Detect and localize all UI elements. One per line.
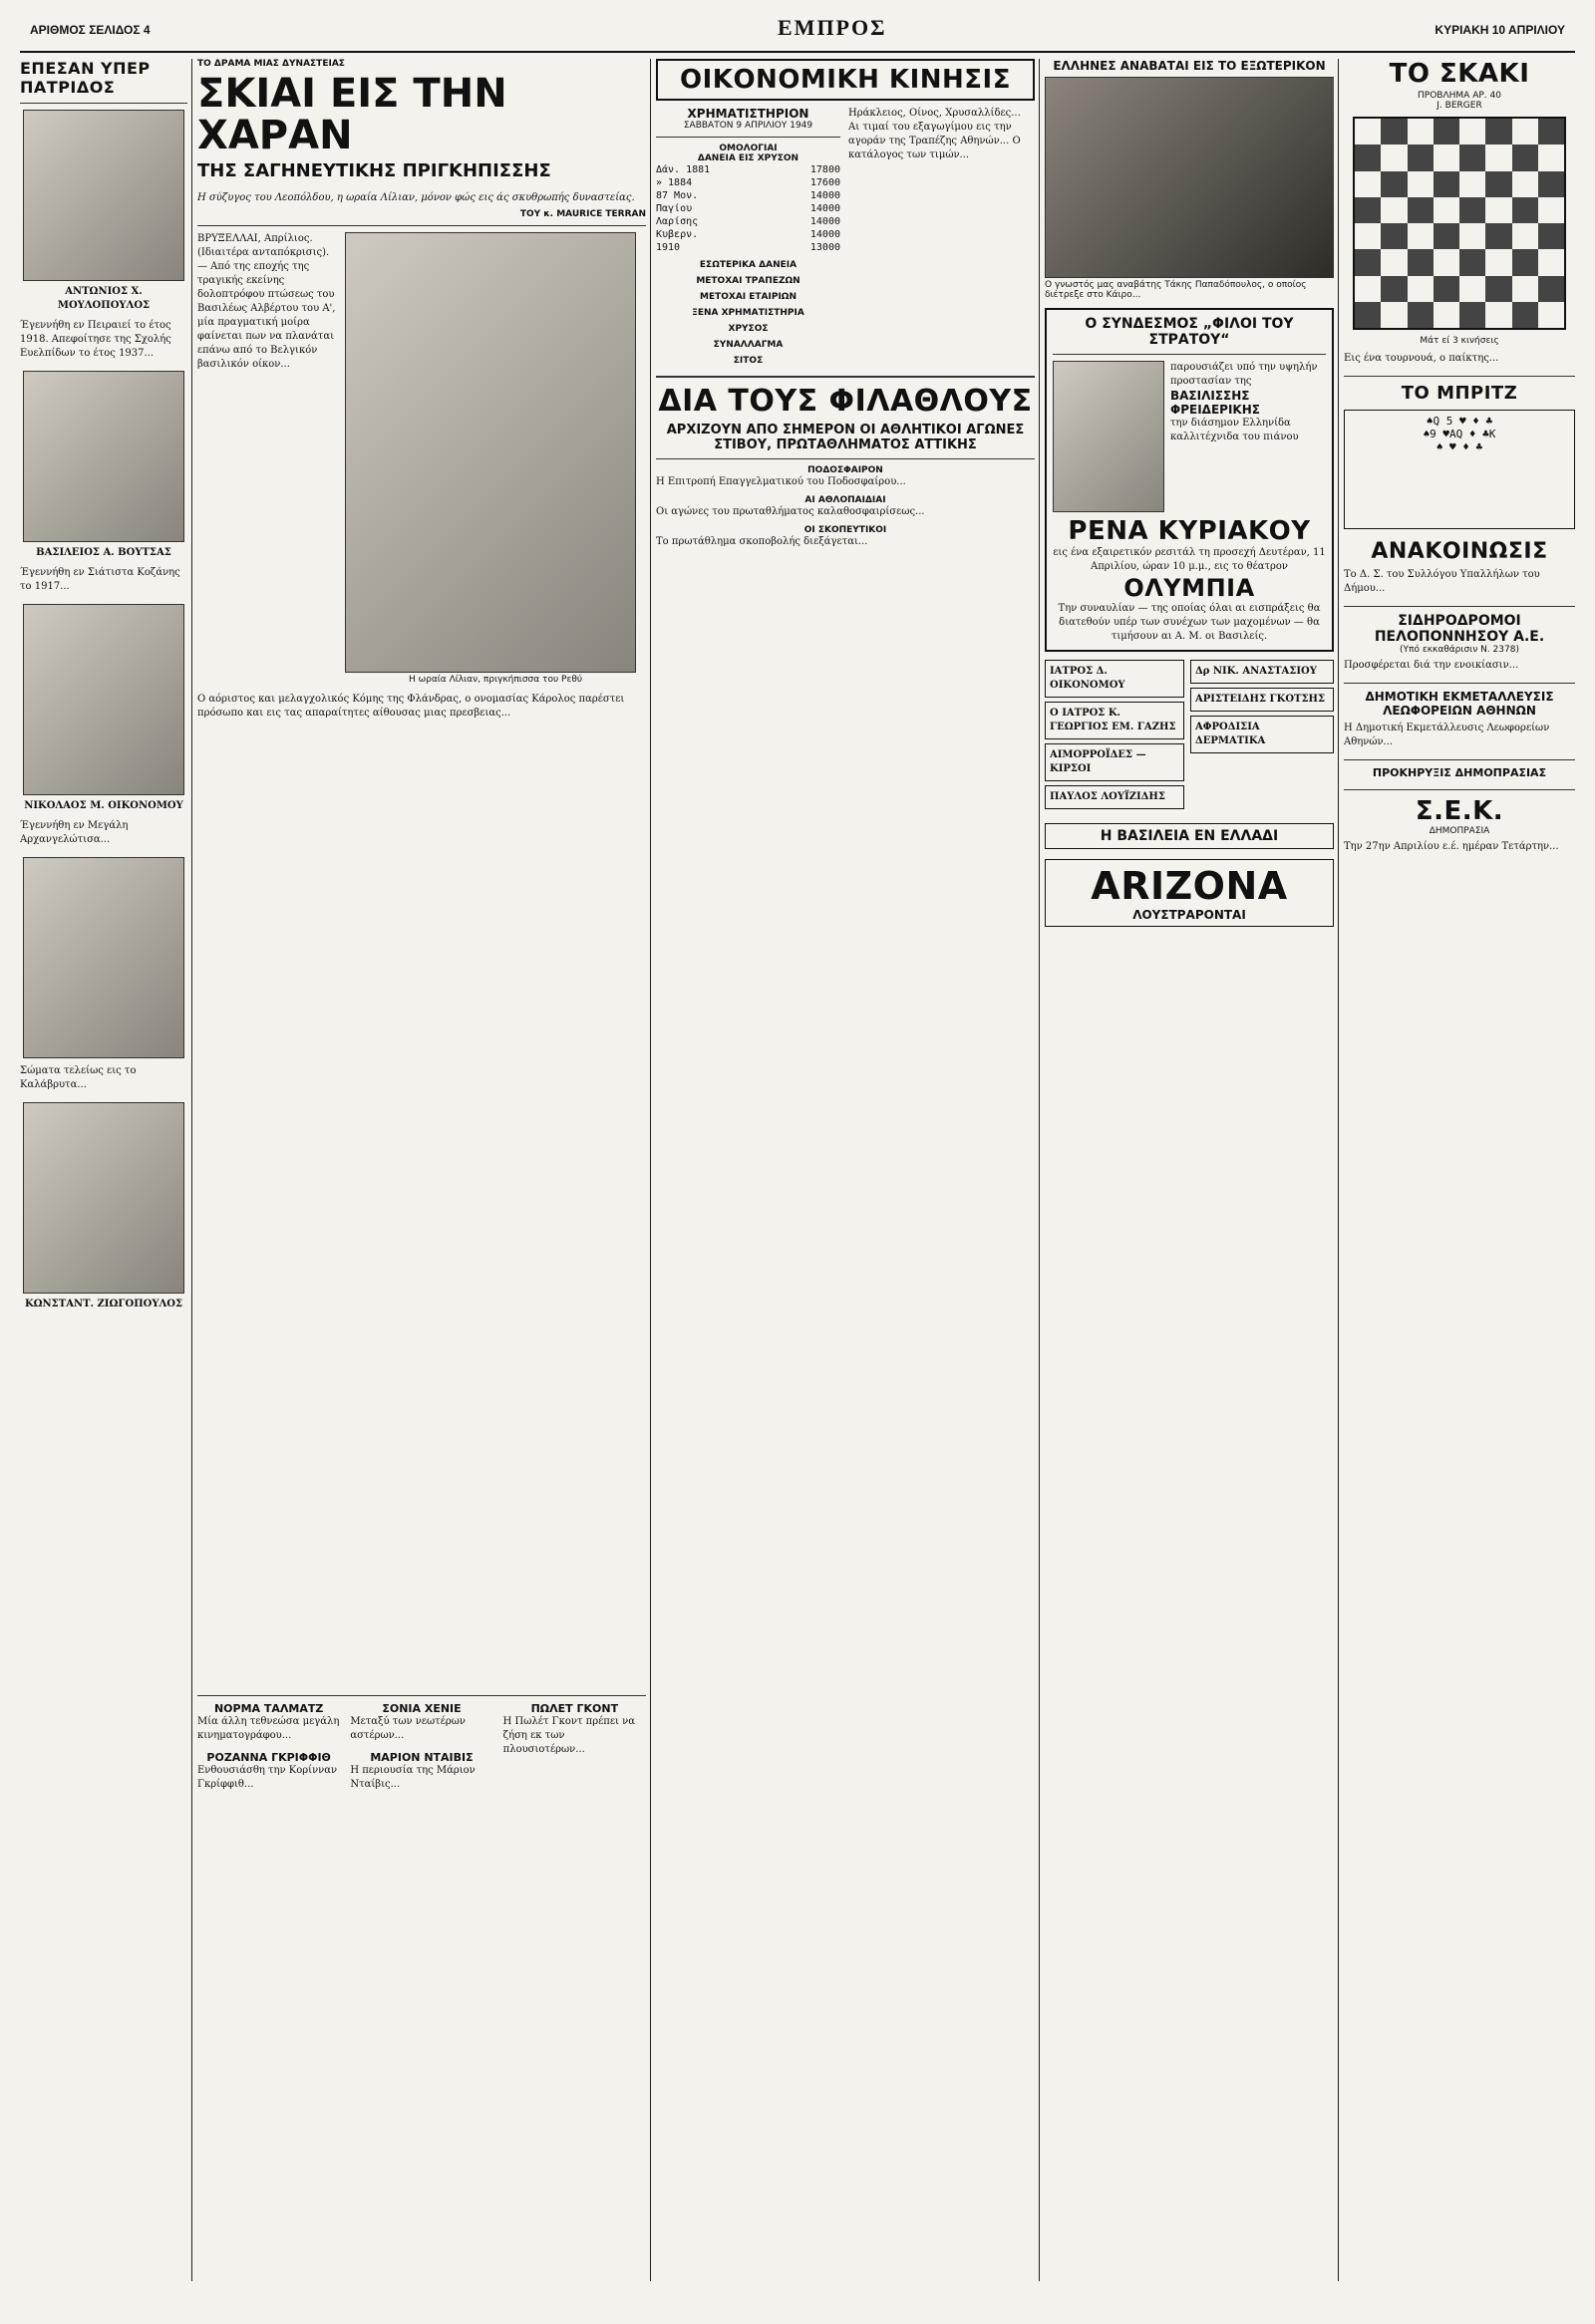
horse-photo [1045, 77, 1334, 278]
doctor-ad: ΙΑΤΡΟΣ Δ. ΟΙΚΟΝΟΜΟΥ [1045, 660, 1184, 698]
text-block: Προσφέρεται διά την ενοικίασιν... [1344, 660, 1519, 671]
column-news-ads [1045, 59, 1334, 2281]
chess-square [1538, 197, 1564, 223]
newspaper-page [20, 15, 1575, 2294]
kicker: ΤΟ ΔΡΑΜΑ ΜΙΑΣ ΔΥΝΑΣΤΕΙΑΣ [197, 59, 345, 69]
chess-square [1355, 249, 1381, 275]
text-block: Μία άλλη τεθνεώσα μεγάλη κινηματογράφου... [197, 1716, 340, 1741]
subsection-title: ΔΑΝΕΙΑ ΕΙΣ ΧΡΥΣΟΝ [697, 153, 799, 163]
text-block: Το Δ. Σ. του Συλλόγου Υπαλλήλων του Δήμου... [1344, 569, 1540, 594]
sek-header: Σ.Ε.Κ. [1415, 796, 1504, 826]
market-commentary: Ηράκλειος, Οίνος, Χρυσαλλίδες... Αι τιμαί του εξαγωγίμου εις την αγοράν της Τραπέζης Αθηνών... Ο κατάλογος των τιμών... [848, 108, 1021, 160]
page-number: ΑΡΙΘΜΟΣ ΣΕΛΙΔΟΣ 4 [30, 23, 151, 37]
chess-header: ΤΟ ΣΚΑΚΙ [1389, 59, 1530, 89]
photo-caption: Ο γνωστός μας αναβάτης Τάκης Παπαδόπουλος, ο οποίος διέτρεξε στο Κάιρο... [1045, 280, 1307, 300]
section-title: ΠΩΛΕΤ ΓΚΟΝΤ [530, 1702, 619, 1715]
chess-square [1381, 145, 1407, 170]
column-economy: ΟΙΚΟΝΟΜΙΚΗ ΚΙΝΗΣΙΣ ΧΡΗΜΑΤΙΣΤΗΡΙΟΝ ΣΑΒΒΑΤΟΝ 9 ΑΠΡΙΛΙΟΥ 1949 ΟΜΟΛΟΓΙΑΙ ΔΑΝΕΙΑ ΕΙΣ ΧΡΥΣΟΝ Δάν. 1881 17800 » 1884 17600 87 Μον. 14000 Παγίου 14000 Λαρίσης 14000 Κυβερν. 14000 1910 13000 ΕΣΩΤΕΡΙΚΑ ΔΑΝΕΙΑ ΜΕΤΟΧΑΙ ΤΡΑΠΕΖΩΝ ΜΕΤΟΧΑΙ ΕΤΑΙΡΙΩΝ ΞΕΝΑ ΧΡΗΜΑΤΙΣΤΗΡΙΑ ΧΡΥΣΟΣ ΣΥΝΑΛΛΑΓΜΑ ΣΙΤΟΣ Ηράκλειος, Οίνος, Χρυσαλλίδες... Αι τιμαί του εξαγωγίμου εις την αγοράν της Τραπέζης Αθηνών... Ο κατάλογος των τιμών... ΔΙΑ ΤΟΥΣ ΦΙΛΑΘΛΟΥΣ ΑΡΧΙΖΟΥΝ ΑΠΟ ΣΗΜΕΡΟΝ ΟΙ ΑΘΛΗΤΙΚΟΙ ΑΓΩΝΕΣ ΣΤΙΒΟΥ, ΠΡΩΤΑΘΛΗΜΑΤΟΣ ΑΤΤΙΚΗΣ ΠΟΔΟΣΦΑΙΡΟΝ Η Επιτροπή Επαγγελματικού του Ποδοσφαίρου... ΑΙ ΑΘΛΟΠΑΙΔΙΑΙ Οι αγώνες του πρωταθλήματος καλαθοσφαιρίσεως... ΟΙ ΣΚΟΠΕΥΤΙΚΟΙ Το πρωτάθλημα σκοποβολής διεξάγεται... [656, 59, 1035, 2281]
chess-square [1381, 302, 1407, 328]
photo-caption: Η ωραία Λίλιαν, πριγκήπισσα του Ρεθύ [408, 675, 583, 685]
text-block: Η Επιτροπή Επαγγελματικού του Ποδοσφαίρου... [656, 476, 906, 487]
chess-square [1381, 197, 1407, 223]
ad-title: Ο ΣΥΝΔΕΣΜΟΣ „ΦΙΛΟΙ ΤΟΥ ΣΤΡΑΤΟΥ“ [1085, 316, 1294, 348]
chess-square [1485, 302, 1511, 328]
chess-square [1538, 223, 1564, 249]
pianist-photo [1053, 361, 1164, 512]
column-princess-story [197, 59, 646, 2281]
doctor-ad: Δρ ΝΙΚ. ΑΝΑΣΤΑΣΙΟΥ [1190, 660, 1334, 684]
chess-square [1485, 276, 1511, 302]
notice-title: ΠΡΟΚΗΡΥΞΙΣ ΔΗΜΟΠΡΑΣΙΑΣ [1372, 766, 1547, 779]
section-title: ΕΛΛΗΝΕΣ ΑΝΑΒΑΤΑΙ ΕΙΣ ΤΟ ΕΞΩΤΕΡΙΚΟΝ [1053, 59, 1326, 73]
chess-square [1459, 119, 1485, 145]
chess-square [1434, 119, 1459, 145]
book-title: Η ΒΑΣΙΛΕΙΑ ΕΝ ΕΛΛΑΔΙ [1100, 828, 1279, 844]
chess-square [1485, 119, 1511, 145]
text-block: Μεταξύ των νεωτέρων αστέρων... [350, 1716, 466, 1741]
chess-square [1355, 145, 1381, 170]
chess-square [1512, 302, 1538, 328]
text-block: Έγεννήθη εν Μεγάλη Αρχανγελώτισα... [20, 820, 129, 845]
chess-square [1434, 249, 1459, 275]
book-ad [1045, 823, 1334, 849]
portrait-caption-1: ΑΝΤΩΝΙΟΣ Χ. ΜΟΥΛΟΠΟΥΛΟΣ [57, 286, 151, 311]
chess-square [1459, 197, 1485, 223]
newspaper-title: ΕΜΠΡΟΣ [778, 15, 887, 40]
sek-sub: ΔΗΜΟΠΡΑΣΙΑ [1429, 826, 1490, 836]
exchange-title: ΧΡΗΜΑΤΙΣΤΗΡΙΟΝ [687, 107, 809, 121]
subsection-title: ΣΙΤΟΣ [733, 356, 764, 366]
text-block: Σώματα τελείως εις το Καλάβρυτα... [20, 1065, 137, 1090]
story-text: ΒΡΥΞΕΛΛΑΙ, Απρίλιος. (Ιδιαιτέρα ανταπόκρισις). — Από της εποχής της τραγικής εκείνης δολοπτρόφου πτώσεως του Βασιλέως Αλβέρτου του Α', μία πραγματική μοίρα φαίνεται πων να πλανάται επάνω από το Βελγικόν βασιλικόν οίκον... [197, 233, 336, 370]
chess-square [1485, 145, 1511, 170]
problem-author: J. BERGER [1436, 101, 1482, 111]
chess-square [1459, 276, 1485, 302]
chess-square [1408, 302, 1434, 328]
ad-queen: ΒΑΣΙΛΙΣΣΗΣ ΦΡΕΙΔΕΡΙΚΗΣ [1170, 389, 1260, 417]
chess-square [1381, 171, 1407, 197]
ad-text: εις ένα εξαιρετικόν ρεσιτάλ τη προσεχή Δευτέραν, 11 Απριλίου, ώραν 10 μ.μ., εις το θέατρον [1053, 547, 1326, 572]
chess-square [1512, 223, 1538, 249]
text-block: Την 27ην Απριλίου ε.έ. ημέραν Τετάρτην... [1344, 841, 1559, 852]
ad-artist: ΡΕΝΑ ΚΥΡΙΑΚΟΥ [1068, 516, 1311, 546]
doctor-ad: Ο ΙΑΤΡΟΣ Κ. ΓΕΩΡΓΙΟΣ ΕΜ. ΓΑΖΗΣ [1045, 702, 1184, 739]
text-block: Η Πωλέτ Γκοντ πρέπει να ζήση εκ των πλουσιοτέρων... [502, 1716, 635, 1755]
subsection-title: ΕΣΩΤΕΡΙΚΑ ΔΑΝΕΙΑ [699, 260, 798, 270]
chess-square [1434, 145, 1459, 170]
portrait-photo [23, 1102, 184, 1294]
deck: Η σύζυγος του Λεοπόλδου, η ωραία Λίλιαν, μόνον φώς εις άς σκυθρωπής δυναστείας. [197, 192, 635, 203]
column-fallen-heroes [20, 59, 187, 2281]
text-block: Έγεννήθη εν Πειραιεί το έτος 1918. Απεφοίτησε της Σχολής Ευελπίδων το έτος 1937... [20, 320, 171, 359]
chess-square [1512, 276, 1538, 302]
chess-text: Εις ένα τουρνουά, ο παίκτης... [1344, 353, 1499, 364]
subsection-title: ΣΥΝΑΛΛΑΓΜΑ [713, 340, 784, 350]
chess-square [1512, 197, 1538, 223]
chess-square [1485, 223, 1511, 249]
chess-square [1512, 249, 1538, 275]
chess-square [1434, 302, 1459, 328]
brand-sub: ΛΟΥΣΤΡΑΡΟΝΤΑΙ [1132, 908, 1246, 922]
headline: ΣΚΙΑΙ ΕΙΣ ΤΗΝ ΧΑΡΑΝ [197, 71, 507, 158]
chess-square [1355, 276, 1381, 302]
brand-ad [1045, 859, 1334, 927]
chess-square [1355, 302, 1381, 328]
doctor-ad: ΑΦΡΟΔΙΣΙΑ ΔΕΡΜΑΤΙΚΑ [1190, 716, 1334, 753]
problem-number: ΠΡΟΒΛΗΜΑ ΑΡ. 40 [1418, 91, 1501, 101]
story-continued: Ο αόριστος και μελαγχολικός Κόμης της Φλάνδρας, ο ονομασίας Κάρολος παρέστει πρόσωπο και εις τας απαραίτητες αίθουσας μιας πρεσβειας... [197, 694, 625, 719]
column-header: ΕΠΕΣΑΝ ΥΠΕΡ ΠΑΤΡΙΔΟΣ [20, 59, 151, 97]
chess-square [1355, 223, 1381, 249]
subsection-title: ΑΙ ΑΘΛΟΠΑΙΔΙΑΙ [804, 495, 886, 505]
chess-square [1434, 223, 1459, 249]
text-block: Οι αγώνες του πρωταθλήματος καλαθοσφαιρίσεως... [656, 506, 925, 517]
chess-caption: Μάτ εί 3 κινήσεις [1420, 336, 1499, 346]
text-block: Ενθουσιάσθη την Κορίνναν Γκρίφφιθ... [197, 1765, 338, 1790]
chess-square [1485, 249, 1511, 275]
text-block: Η περιουσία της Μάριον Νταίβις... [350, 1765, 476, 1790]
subsection-title: ΟΜΟΛΟΓΙΑΙ [719, 144, 778, 153]
chess-square [1408, 276, 1434, 302]
chess-square [1408, 249, 1434, 275]
doctor-ad: ΑΡΙΣΤΕΙΔΗΣ ΓΚΟΤΣΗΣ [1190, 688, 1334, 712]
text-block: Η Δημοτική Εκμετάλλευσις Λεωφορείων Αθηνών... [1344, 723, 1550, 747]
chessboard [1353, 117, 1566, 330]
issue-date: ΚΥΡΙΑΚΗ 10 ΑΠΡΙΛΙΟΥ [1435, 23, 1565, 37]
ad-text: παρουσιάζει υπό την υψηλήν προστασίαν της [1170, 362, 1318, 387]
ad-text: την διάσημον Ελληνίδα καλλιτέχνιδα του πιάνου [1170, 418, 1299, 442]
chess-square [1538, 119, 1564, 145]
chess-square [1538, 249, 1564, 275]
chess-square [1512, 171, 1538, 197]
chess-square [1355, 119, 1381, 145]
section-title: ΝΟΡΜΑ ΤΑΛΜΑΤΖ [213, 1702, 324, 1715]
bridge-header: ΤΟ ΜΠΡΙΤΖ [1401, 383, 1518, 404]
ad-footer: Την συναυλίαν — της οποίας όλαι αι εισπράξεις θα διατεθούν υπέρ των συνέχων των μαχομένων — θα τιμήσουν αι Α. Μ. οι Βασιλείς. [1058, 603, 1321, 642]
chess-square [1408, 223, 1434, 249]
column-chess-notices [1344, 59, 1575, 2281]
text-block: Το πρωτάθλημα σκοποβολής διεξάγεται... [656, 536, 868, 547]
chess-square [1538, 171, 1564, 197]
byline: ΤΟΥ κ. MAURICE TERRAN [519, 209, 646, 219]
sports-title: ΔΙΑ ΤΟΥΣ ΦΙΛΑΘΛΟΥΣ [658, 384, 1033, 419]
masthead [20, 15, 1575, 53]
chess-square [1459, 249, 1485, 275]
section-title: ΜΑΡΙΟΝ ΝΤΑΙΒΙΣ [370, 1751, 474, 1764]
portrait-photo [23, 604, 184, 795]
chess-square [1381, 249, 1407, 275]
sports-subtitle: ΑΡΧΙΖΟΥΝ ΑΠΟ ΣΗΜΕΡΟΝ ΟΙ ΑΘΛΗΤΙΚΟΙ ΑΓΩΝΕΣ ΣΤΙΒΟΥ, ΠΡΩΤΑΘΛΗΜΑΤΟΣ ΑΤΤΙΚΗΣ [666, 423, 1025, 452]
chess-square [1512, 145, 1538, 170]
chess-square [1381, 223, 1407, 249]
notice-sub: (Υπό εκκαθάρισιν Ν. 2378) [1400, 645, 1519, 655]
portrait-photo [23, 110, 184, 281]
chess-square [1408, 119, 1434, 145]
notice-title: ΣΙΔΗΡΟΔΡΟΜΟΙ ΠΕΛΟΠΟΝΝΗΣΟΥ Α.Ε. [1374, 613, 1545, 645]
announcements-header: ΑΝΑΚΟΙΝΩΣΙΣ [1371, 539, 1548, 564]
chess-square [1434, 276, 1459, 302]
bridge-diagram: ♠Q 5 ♥ ♦ ♣ ♠9 ♥AQ ♦ ♣K ♠ ♥ ♦ ♣ [1344, 410, 1575, 529]
portrait-photo [23, 371, 184, 542]
doctor-ad: ΑΙΜΟΡΡΟΪΔΕΣ — ΚΙΡΣΟΙ [1045, 743, 1184, 781]
section-header: ΟΙΚΟΝΟΜΙΚΗ ΚΙΝΗΣΙΣ [656, 59, 1035, 101]
chess-square [1485, 171, 1511, 197]
chess-square [1459, 171, 1485, 197]
chess-square [1434, 171, 1459, 197]
subsection-title: ΠΟΔΟΣΦΑΙΡΟΝ [807, 465, 883, 475]
exchange-date: ΣΑΒΒΑΤΟΝ 9 ΑΠΡΙΛΙΟΥ 1949 [683, 121, 813, 131]
ad-theater: ΟΛΥΜΠΙΑ [1123, 574, 1255, 602]
subsection-title: ΧΡΥΣΟΣ [728, 324, 769, 334]
section-title: ΣΟΝΙΑ ΧΕΝΙΕ [382, 1702, 462, 1715]
portrait-caption-3: ΝΙΚΟΛΑΟΣ Μ. ΟΙΚΟΝΟΜΟΥ [24, 800, 183, 811]
princess-photo [345, 232, 636, 673]
chess-square [1459, 302, 1485, 328]
chess-square [1459, 145, 1485, 170]
portrait-photo [23, 857, 184, 1058]
portrait-caption-2: ΒΑΣΙΛΕΙΟΣ Α. ΒΟΥΤΣΑΣ [36, 547, 171, 558]
doctor-ad: ΠΑΥΛΟΣ ΛΟΥΪΖΙΔΗΣ [1045, 785, 1184, 809]
subsection-title: ΜΕΤΟΧΑΙ ΤΡΑΠΕΖΩΝ [696, 276, 800, 286]
chess-square [1355, 171, 1381, 197]
chess-square [1434, 197, 1459, 223]
chess-square [1512, 119, 1538, 145]
chess-square [1381, 119, 1407, 145]
chess-square [1355, 197, 1381, 223]
chess-square [1408, 197, 1434, 223]
subsection-title: ΜΕΤΟΧΑΙ ΕΤΑΙΡΙΩΝ [699, 292, 797, 302]
brand-name: ARIZONA [1091, 864, 1288, 908]
section-title: ΡΟΖΑΝΝΑ ΓΚΡΙΦΦΙΘ [206, 1751, 331, 1764]
chess-square [1538, 302, 1564, 328]
portrait-caption-4: ΚΩΝΣΤΑΝΤ. ΖΙΩΓΟΠΟΥΛΟΣ [24, 1299, 183, 1309]
subheadline: ΤΗΣ ΣΑΓΗΝΕΥΤΙΚΗΣ ΠΡΙΓΚΗΠΙΣΣΗΣ [197, 160, 551, 181]
subsection-title: ΞΕΝΑ ΧΡΗΜΑΤΙΣΤΗΡΙΑ [692, 308, 804, 318]
chess-square [1459, 223, 1485, 249]
notice-title: ΔΗΜΟΤΙΚΗ ΕΚΜΕΤΑΛΛΕΥΣΙΣ ΛΕΩΦΟΡΕΙΩΝ ΑΘΗΝΩΝ [1365, 690, 1554, 718]
chess-square [1538, 145, 1564, 170]
chess-square [1538, 276, 1564, 302]
concert-ad [1045, 308, 1334, 652]
subsection-title: ΟΙ ΣΚΟΠΕΥΤΙΚΟΙ [803, 525, 887, 535]
chess-square [1408, 171, 1434, 197]
chess-square [1381, 276, 1407, 302]
chess-square [1408, 145, 1434, 170]
text-block: Έγεννήθη εν Σιάτιστα Κοζάνης το 1917... [20, 567, 180, 592]
chess-square [1485, 197, 1511, 223]
